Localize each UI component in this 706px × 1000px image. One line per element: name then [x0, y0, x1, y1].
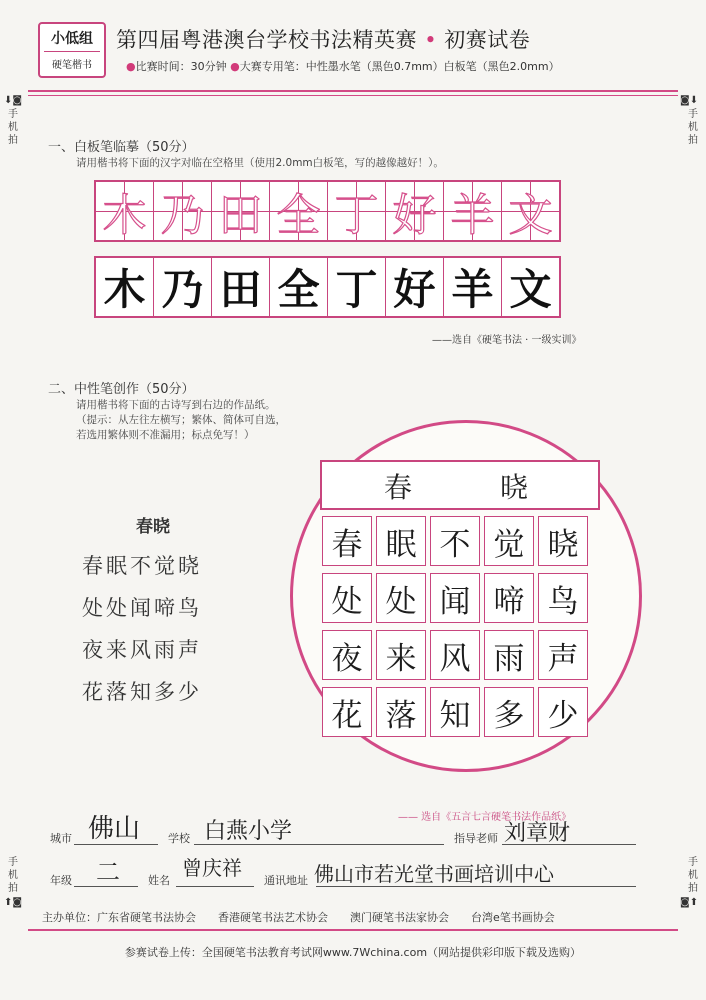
work-char: 花: [322, 687, 372, 737]
work-char: 鸟: [538, 573, 588, 623]
camera-icon: ⬆◙: [4, 897, 23, 908]
name-value[interactable]: 曾庆祥: [182, 856, 242, 880]
poem-line: 夜来风雨声: [82, 638, 202, 662]
section2-title: 二、中性笔创作（50分）: [48, 382, 195, 397]
section1-title: 一、白板笔临摹（50分）: [48, 140, 195, 155]
address-underline: [316, 886, 636, 887]
group-badge: [38, 22, 106, 78]
school-label: 学校: [168, 832, 190, 845]
section1-instruction: 请用楷书将下面的汉字对临在空格里（使用2.0mm白板笔，写的越像越好！）。: [76, 157, 444, 169]
grade-label: 年级: [50, 874, 72, 887]
address-value[interactable]: 佛山市若光堂书画培训中心: [314, 862, 554, 886]
work-char: 晓: [538, 516, 588, 566]
written-char: 文: [509, 265, 552, 314]
exam-pens: 大赛专用笔：中性墨水笔（黑色0.7mm）白板笔（黑色2.0mm）: [239, 60, 560, 73]
written-char-grid: [94, 256, 561, 318]
camera-icon: ◙⬆: [680, 897, 699, 908]
work-char: 春: [322, 516, 372, 566]
written-char: 好: [386, 258, 444, 316]
bullet-icon: ●: [230, 60, 240, 73]
side-label-right-top: 手机拍: [688, 109, 698, 146]
poem-line: 春眠不觉晓: [82, 554, 202, 578]
work-char: 来: [376, 630, 426, 680]
work-char: 处: [322, 573, 372, 623]
name-underline: [176, 886, 254, 887]
written-char: 丁: [328, 258, 386, 316]
work-title-box: [320, 460, 600, 510]
title-main: 第四届粤港澳台学校书法精英赛: [116, 28, 417, 52]
upload-info: 参赛试卷上传：全国硬笔书法教育考试网www.7Wchina.com（网站提供彩印版下载及选购）: [124, 946, 582, 959]
city-value[interactable]: 佛山: [88, 814, 141, 844]
work-char: 处: [376, 573, 426, 623]
work-char: 闻: [430, 573, 480, 623]
school-value[interactable]: 白燕小学: [204, 819, 293, 844]
school-underline: [194, 844, 444, 845]
city-label: 城市: [50, 832, 72, 845]
work-char: 啼: [484, 573, 534, 623]
teacher-label: 指导老师: [454, 832, 498, 845]
model-char: 全: [270, 182, 328, 240]
section2-instruction-3: 若选用繁体则不准漏用；标点免写！）: [76, 429, 255, 441]
written-char: 乃: [154, 258, 212, 316]
work-grid: [322, 516, 588, 737]
work-char: 风: [430, 630, 480, 680]
footer-rule: [28, 929, 678, 931]
work-char: 少: [538, 687, 588, 737]
model-char: 木: [96, 182, 154, 240]
header-rule: [28, 90, 678, 92]
work-title-char: 晓: [500, 471, 529, 504]
model-char: 好: [386, 182, 444, 240]
teacher-underline: [502, 844, 636, 845]
written-char: 羊: [444, 258, 502, 316]
model-char: 羊: [444, 182, 502, 240]
poem-line: 处处闻啼鸟: [82, 596, 202, 620]
name-label: 姓名: [148, 874, 170, 887]
section2-source: —— 选自《五言七言硬笔书法作品纸》: [398, 812, 572, 823]
header-rule-thin: [28, 95, 678, 96]
title-dot: •: [424, 28, 438, 52]
written-char: 木: [96, 258, 154, 316]
work-char: 不: [430, 516, 480, 566]
badge-divider: [44, 51, 100, 52]
bullet-icon: ●: [126, 60, 136, 73]
exam-time: 比赛时间：30分钟: [135, 60, 227, 73]
grade-underline: [74, 886, 138, 887]
work-char: 声: [538, 630, 588, 680]
grade-value[interactable]: 二: [96, 858, 120, 886]
camera-icon: ◙⬇: [680, 95, 699, 106]
work-char: 夜: [322, 630, 372, 680]
work-char: 雨: [484, 630, 534, 680]
model-char: 文: [502, 182, 559, 240]
side-label-left-bottom: 手机拍: [8, 857, 18, 894]
side-label-left-top: 手机拍: [8, 109, 18, 146]
poem-title: 春晓: [136, 517, 170, 537]
work-char: 知: [430, 687, 480, 737]
model-char: 乃: [154, 182, 212, 240]
teacher-value[interactable]: 刘章财: [504, 821, 571, 846]
poem-line: 花落知多少: [82, 680, 202, 704]
camera-icon: ⬇◙: [4, 95, 23, 106]
title-sub: 初赛试卷: [444, 28, 531, 52]
exam-info: [126, 58, 560, 74]
work-char: 落: [376, 687, 426, 737]
work-char: 觉: [484, 516, 534, 566]
model-char: 田: [212, 182, 270, 240]
model-char: 丁: [328, 182, 386, 240]
section1-source: ——选自《硬笔书法 · 一级实训》: [432, 335, 582, 346]
city-underline: [74, 844, 158, 845]
page-title: [116, 24, 530, 54]
written-char: 全: [270, 258, 328, 316]
organizers: 主办单位：广东省硬笔书法协会 香港硬笔书法艺术协会 澳门硬笔书法家协会 台湾e笔书画协会: [42, 911, 555, 924]
work-char: 多: [484, 687, 534, 737]
work-title-char: 春: [384, 471, 413, 504]
model-char-grid: [94, 180, 561, 242]
badge-style: 硬笔楷书: [52, 60, 92, 71]
written-char: 田: [212, 258, 270, 316]
badge-group: 小低组: [51, 31, 93, 47]
address-label: 通讯地址: [264, 874, 308, 887]
section2-instruction-2: （提示：从左往左横写；繁体、简体可自选，: [76, 414, 286, 426]
work-char: 眠: [376, 516, 426, 566]
side-label-right-bottom: 手机拍: [688, 857, 698, 894]
section2-instruction-1: 请用楷书将下面的古诗写到右边的作品纸。: [76, 399, 276, 411]
